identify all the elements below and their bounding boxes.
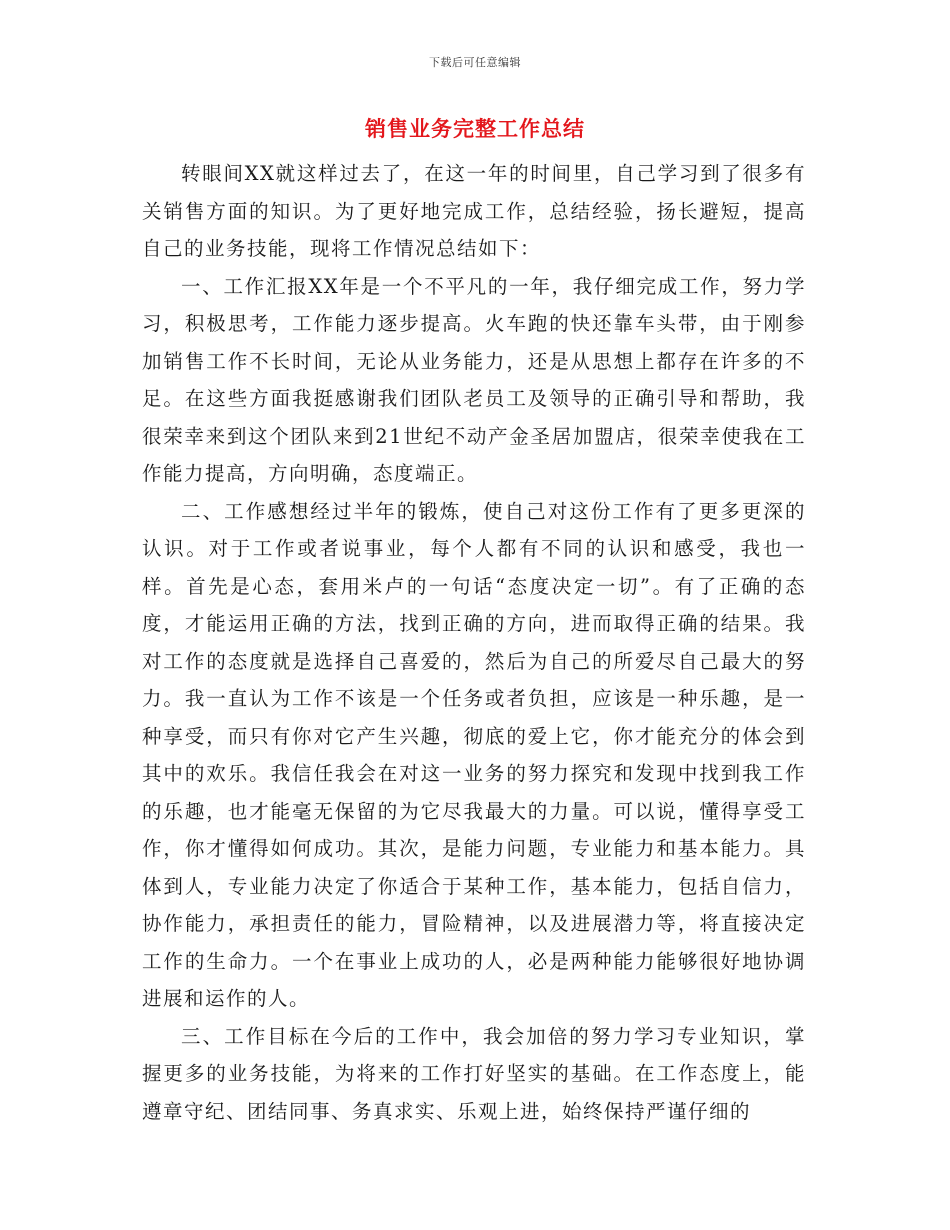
document-title: 销售业务完整工作总结 — [365, 117, 585, 141]
paragraph-work-goals: 三、工作目标在今后的工作中，我会加倍的努力学习专业知识，掌握更多的业务技能，为将来的工作打好坚实的基础。在工作态度上，能遵章守纪、团结同事、务真求实、乐观上进，始终保持严谨仔细的 — [142, 1024, 806, 1123]
document-body — [142, 155, 806, 1130]
paragraph-work-thoughts: 二、工作感想经过半年的锻炼，使自己对这份工作有了更多更深的认识。对于工作或者说事业，每个人都有不同的认识和感受，我也一样。首先是心态，套用米卢的一句话“态度决定一切”。有了正确的态度，才能运用正确的方法，找到正确的方向，进而取得正确的结果。我对工作的态度就是选择自己喜爱的，然后为自己的所爱尽自己最大的努力。我一直认为工作不该是一个任务或者负担，应该是一种乐趣，是一种享受，而只有你对它产生兴趣，彻底的爱上它，你才能充分的体会到其中的欢乐。我信任我会在对这一业务的努力探究和发现中找到我工作的乐趣，也才能毫无保留的为它尽我最大的力量。可以说，懂得享受工作，你才懂得如何成功。其次，是能力问题，专业能力和基本能力。具体到人，专业能力决定了你适合于某种工作，基本能力，包括自信力，协作能力，承担责任的能力，冒险精神，以及进展潜力等，将直接决定工作的生命力。一个在事业上成功的人，必是两种能力能够很好地协调进展和运作的人。 — [142, 499, 806, 1010]
paragraph-work-report: 一、工作汇报XX年是一个不平凡的一年，我仔细完成工作，努力学习，积极思考，工作能力逐步提高。火车跑的快还靠车头带，由于刚参加销售工作不长时间，无论从业务能力，还是从思想上都存在许多的不足。在这些方面我挺感谢我们团队老员工及领导的正确引导和帮助，我很荣幸来到这个团队来到21世纪不动产金圣居加盟店，很荣幸使我在工作能力提高，方向明确，态度端正。 — [142, 274, 806, 485]
paragraph-intro: 转眼间XX就这样过去了，在这一年的时间里，自己学习到了很多有关销售方面的知识。为了更好地完成工作，总结经验，扬长避短，提高自己的业务技能，现将工作情况总结如下： — [142, 162, 806, 260]
header-note: 下载后可任意编辑 — [429, 56, 521, 69]
